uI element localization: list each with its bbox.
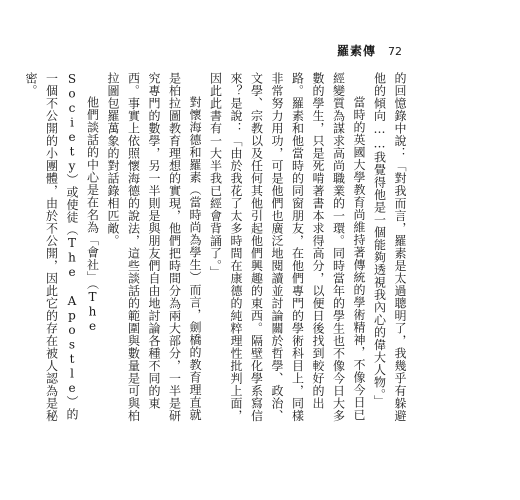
page-number: 72 xyxy=(388,45,402,58)
body-text xyxy=(21,72,411,432)
running-head xyxy=(337,42,402,59)
paragraph: 他們談話的中心是在名為「會社」（The Society）或使徒（The Apostle）的一個不公開的小團體，由於不公開，因此它的存在被人認為是秘密。 xyxy=(24,72,100,422)
paragraph-continued: 的回憶錄中說：「對我而言，羅素是太過聰明了，我幾乎有躲避他的傾向……我覺得他是一個能夠透視我內心的偉大人物。」 xyxy=(372,72,407,422)
book-title: 羅素傳 xyxy=(336,44,376,58)
paragraph: 對懷海德和羅素（當時尚為學生）而言，劍橋的教育理直就是柏拉圖教育理想的實現，他們把時間分為兩大部分，一半是研究專門的數學，另一半則是與朋友們自由地討論各種不同的東西。事實上依照懷海德的說法，這些談話的範圍與數量是可與柏拉圖包羅萬象的對話錄相匹敵。 xyxy=(106,72,202,422)
paragraph: 當時的英國大學教育尚維持著傳統的學術精神，不像今日已經變質為謀求高尚職業的一環。同時當年的學生也不像今日大多數的學生，只是死啃著書本求得高分，以便日後找到較好的出路。羅素和他當時的同窗朋友，在他們專門的學術科目上，同樣非常努力用功，可是他們也廣泛地閱讀並討論關於哲學、政治、文學、宗教以及任何其他引起他們興趣的東西。隔壁化學系寫信來？是說：「由於我花了太多時間在康德的純粹理性批判上面，因此此書有一大半我已經會背誦了。」 xyxy=(208,72,366,422)
